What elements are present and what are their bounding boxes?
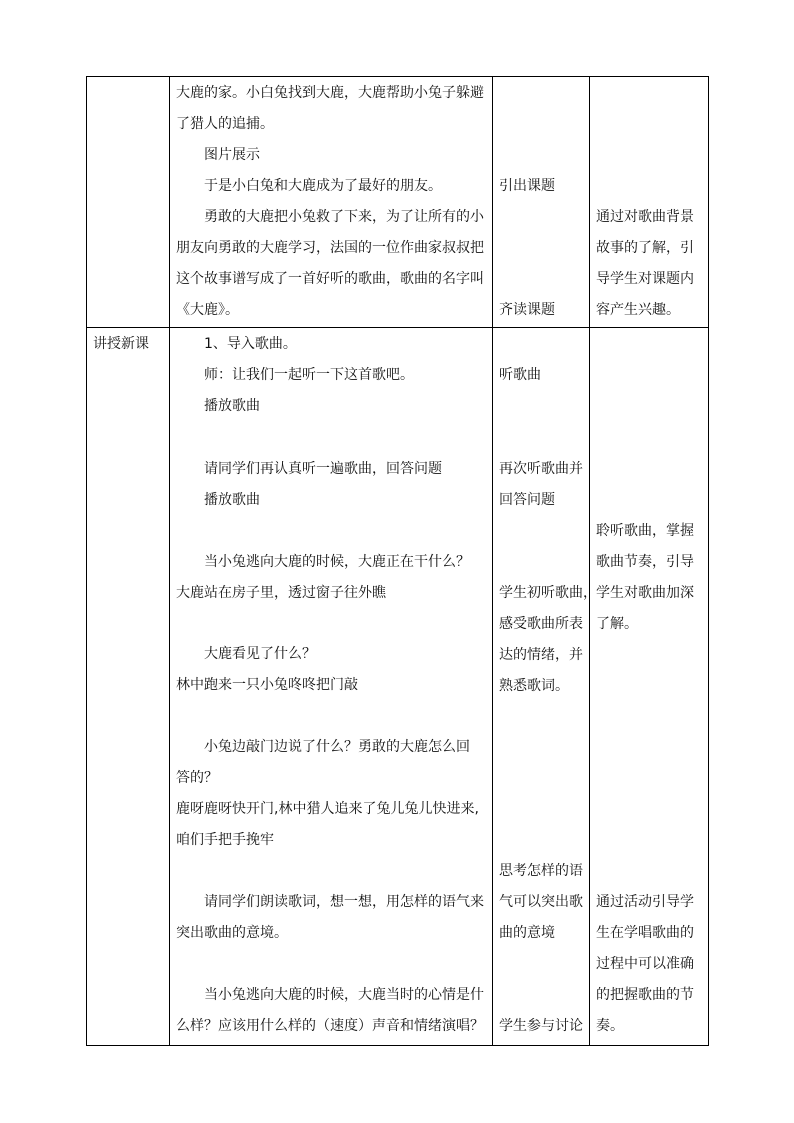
purpose-line: 通过活动引导学 (596, 894, 694, 910)
purpose-line: 聆听歌曲，掌握 (596, 523, 694, 539)
purpose-cell (590, 77, 709, 328)
purpose-line: 学生对歌曲加深 (596, 585, 694, 601)
stage-cell (87, 328, 170, 1046)
content-line: 了猎人的追捕。 (176, 116, 274, 132)
purpose-line: 导学生对课题内 (596, 271, 694, 287)
content-line: 播放歌曲 (204, 492, 260, 508)
content-line: 林中跑来一只小兔咚咚把门敲 (176, 677, 358, 693)
student-cell (493, 328, 597, 1046)
content-line: 图片展示 (204, 147, 260, 163)
student-activity: 齐读课题 (499, 302, 555, 318)
content-line: 《大鹿》。 (176, 302, 239, 318)
content-line: 大鹿站在房子里，透过窗子往外瞧 (176, 585, 386, 601)
student-activity: 学生参与讨论 (499, 1018, 583, 1034)
student-activity: 思考怎样的语 (499, 863, 583, 879)
student-activity: 曲的意境 (499, 925, 555, 941)
table-row (87, 328, 709, 1046)
content-line: 这个故事谱写成了一首好听的歌曲，歌曲的名字叫 (176, 271, 484, 287)
purpose-cell (590, 328, 709, 1046)
student-activity: 引出课题 (499, 178, 555, 194)
content-line: 朋友向勇敢的大鹿学习，法国的一位作曲家叔叔把 (176, 240, 484, 256)
content-line: 咱们手把手挽牢 (176, 832, 274, 848)
content-line: 请同学们朗读歌词，想一想，用怎样的语气来 (204, 894, 484, 910)
content-line: 请同学们再认真听一遍歌曲，回答问题 (204, 461, 442, 477)
student-activity: 熟悉歌词。 (499, 678, 569, 694)
content-line: 当小兔逃向大鹿的时候，大鹿正在干什么？ (204, 554, 470, 570)
purpose-line: 歌曲节奏，引导 (596, 554, 694, 570)
content-line: 播放歌曲 (204, 398, 260, 414)
purpose-line: 过程中可以准确 (596, 956, 694, 972)
student-activity: 听歌曲 (499, 367, 541, 383)
stage-cell-empty (87, 77, 170, 328)
purpose-line: 奏。 (596, 1018, 624, 1034)
purpose-line: 的把握歌曲的节 (596, 987, 694, 1003)
purpose-line: 通过对歌曲背景 (596, 209, 694, 225)
content-line: 突出歌曲的意境。 (176, 925, 288, 941)
purpose-line: 故事的了解，引 (596, 240, 694, 256)
student-cell (493, 77, 590, 328)
student-activity: 回答问题 (499, 492, 555, 508)
purpose-line: 容产生兴趣。 (596, 302, 680, 318)
table-row (87, 77, 709, 328)
content-line: 小兔边敲门边说了什么？勇敢的大鹿怎么回 (204, 739, 470, 755)
student-activity: 学生初听歌曲， (499, 585, 597, 601)
content-line: 师：让我们一起听一下这首歌吧。 (204, 367, 414, 383)
content-line: 鹿呀鹿呀快开门,林中猎人追来了兔儿兔儿快进来, (176, 801, 479, 817)
student-activity: 达的情绪，并 (499, 647, 583, 663)
content-cell (170, 328, 493, 1046)
content-line: 么样？应该用什么样的（速度）声音和情绪演唱？ (176, 1018, 484, 1034)
student-activity: 感受歌曲所表 (499, 616, 583, 632)
content-line: 大鹿看见了什么？ (204, 646, 316, 662)
lesson-plan-table (86, 76, 709, 1046)
content-line: 1、导入歌曲。 (204, 336, 297, 352)
student-activity: 再次听歌曲并 (499, 461, 583, 477)
stage-label: 讲授新课 (93, 336, 149, 352)
student-activity: 气可以突出歌 (499, 894, 583, 910)
purpose-line: 了解。 (596, 616, 638, 632)
content-line: 于是小白兔和大鹿成为了最好的朋友。 (204, 178, 442, 194)
content-line: 当小兔逃向大鹿的时候，大鹿当时的心情是什 (204, 987, 484, 1003)
content-cell (170, 77, 493, 328)
content-line: 答的？ (176, 770, 218, 786)
content-line: 大鹿的家。小白兔找到大鹿，大鹿帮助小兔子躲避 (176, 85, 484, 101)
content-line: 勇敢的大鹿把小兔救了下来，为了让所有的小 (204, 209, 484, 225)
purpose-line: 生在学唱歌曲的 (596, 925, 694, 941)
